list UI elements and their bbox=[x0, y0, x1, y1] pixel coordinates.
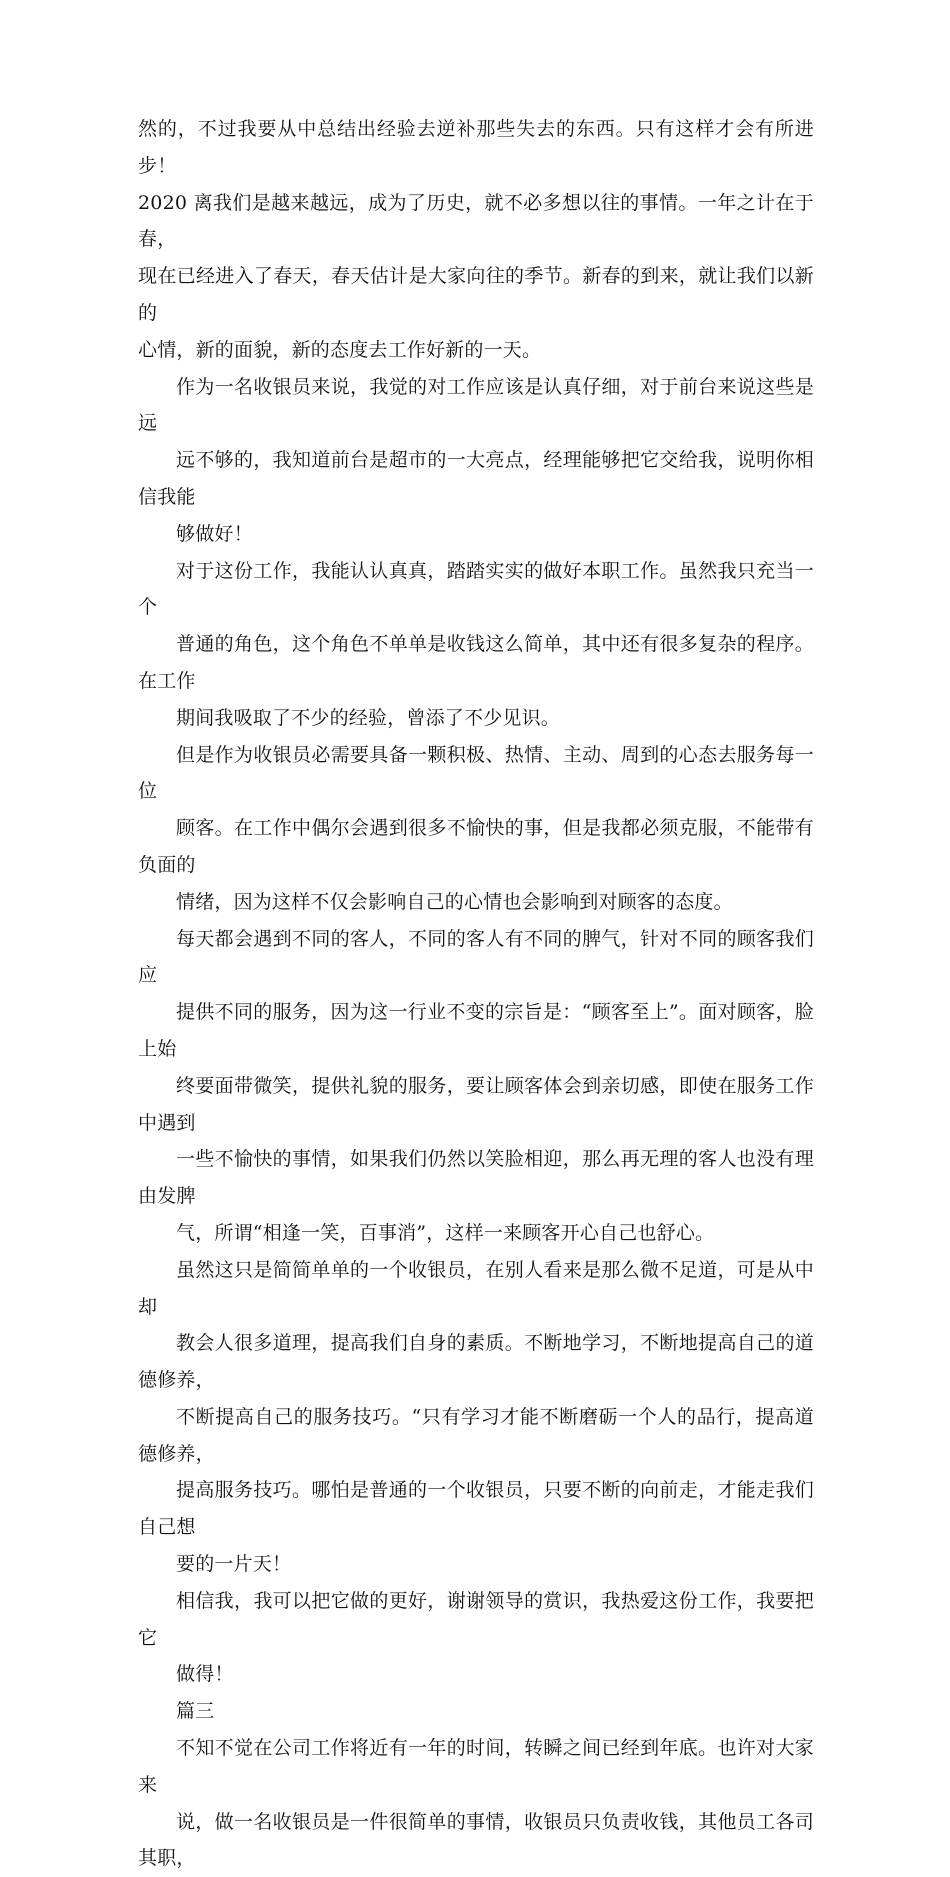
text-line: 对于这份工作，我能认认真真，踏踏实实的做好本职工作。虽然我只充当一个 bbox=[138, 559, 814, 619]
text-line: 每天都会遇到不同的客人，不同的客人有不同的脾气，针对不同的顾客我们应 bbox=[138, 927, 814, 987]
text-line: 一些不愉快的事情，如果我们仍然以笑脸相迎，那么再无理的客人也没有理由发脾 bbox=[138, 1148, 814, 1208]
paragraph-8 bbox=[138, 1730, 814, 1877]
text-line: 作为一名收银员来说，我觉的对工作应该是认真仔细，对于前台来说这些是远 bbox=[138, 375, 814, 435]
text-line: 虽然这只是简简单单的一个收银员，在别人看来是那么微不足道，可是从中却 bbox=[138, 1258, 814, 1318]
text-line: 但是作为收银员必需要具备一颗积极、热情、主动、周到的心态去服务每一位 bbox=[138, 743, 814, 803]
text-line: 现在已经进入了春天，春天估计是大家向往的季节。新春的到来，就让我们以新的 bbox=[138, 265, 814, 324]
text-line: 气，所谓“相逢一笑，百事消”，这样一来顾客开心自己也舒心。 bbox=[176, 1221, 715, 1244]
section-heading-text: 篇三 bbox=[176, 1700, 215, 1723]
paragraph-6 bbox=[138, 1252, 814, 1583]
paragraph-5 bbox=[138, 921, 814, 1252]
text-line: 要的一片天！ bbox=[176, 1553, 292, 1576]
text-line: 教会人很多道理，提高我们自身的素质。不断地学习，不断地提高自己的道德修养， bbox=[138, 1332, 814, 1392]
text-line: 终要面带微笑，提供礼貌的服务，要让顾客体会到亲切感，即使在服务工作中遇到 bbox=[138, 1074, 814, 1134]
text-line: 然的，不过我要从中总结出经验去逆补那些失去的东西。只有这样才会有所进步！ bbox=[138, 118, 814, 177]
text-line: 顾客。在工作中偶尔会遇到很多不愉快的事，但是我都必须克服，不能带有负面的 bbox=[138, 817, 814, 876]
text-line: 提供不同的服务，因为这一行业不变的宗旨是：“顾客至上”。面对顾客，脸上始 bbox=[138, 1001, 814, 1060]
text-line: 期间我吸取了不少的经验，曾添了不少见识。 bbox=[176, 706, 561, 729]
paragraph-4 bbox=[138, 737, 814, 921]
document-body bbox=[138, 111, 814, 1877]
text-line: 提高服务技巧。哪怕是普通的一个收银员，只要不断的向前走，才能走我们自己想 bbox=[138, 1479, 814, 1539]
text-line: 远不够的，我知道前台是超市的一大亮点，经理能够把它交给我，说明你相信我能 bbox=[138, 449, 814, 508]
paragraph-3 bbox=[138, 553, 814, 737]
text-line: 情绪，因为这样不仅会影响自己的心情也会影响到对顾客的态度。 bbox=[176, 890, 733, 913]
text-line: 普通的角色，这个角色不单单是收钱这么简单，其中还有很多复杂的程序。在工作 bbox=[138, 633, 814, 692]
text-line: 够做好！ bbox=[176, 522, 253, 545]
text-line: 2020 离我们是越来越远，成为了历史，就不必多想以往的事情。一年之计在于春， bbox=[138, 191, 814, 251]
text-line: 相信我，我可以把它做的更好，谢谢领导的赏识，我热爱这份工作，我要把它 bbox=[138, 1589, 814, 1649]
text-line: 心情，新的面貌，新的态度去工作好新的一天。 bbox=[138, 338, 542, 361]
text-line: 不知不觉在公司工作将近有一年的时间，转瞬之间已经到年底。也许对大家来 bbox=[138, 1737, 814, 1796]
paragraph-1 bbox=[138, 111, 814, 369]
paragraph-2 bbox=[138, 369, 814, 553]
text-line: 不断提高自己的服务技巧。“只有学习才能不断磨砺一个人的品行，提高道德修养， bbox=[138, 1405, 814, 1465]
section-heading bbox=[138, 1693, 814, 1730]
paragraph-7 bbox=[138, 1583, 814, 1693]
text-line: 说，做一名收银员是一件很简单的事情，收银员只负责收钱，其他员工各司其职， bbox=[138, 1810, 814, 1870]
text-line: 做得！ bbox=[176, 1663, 234, 1686]
